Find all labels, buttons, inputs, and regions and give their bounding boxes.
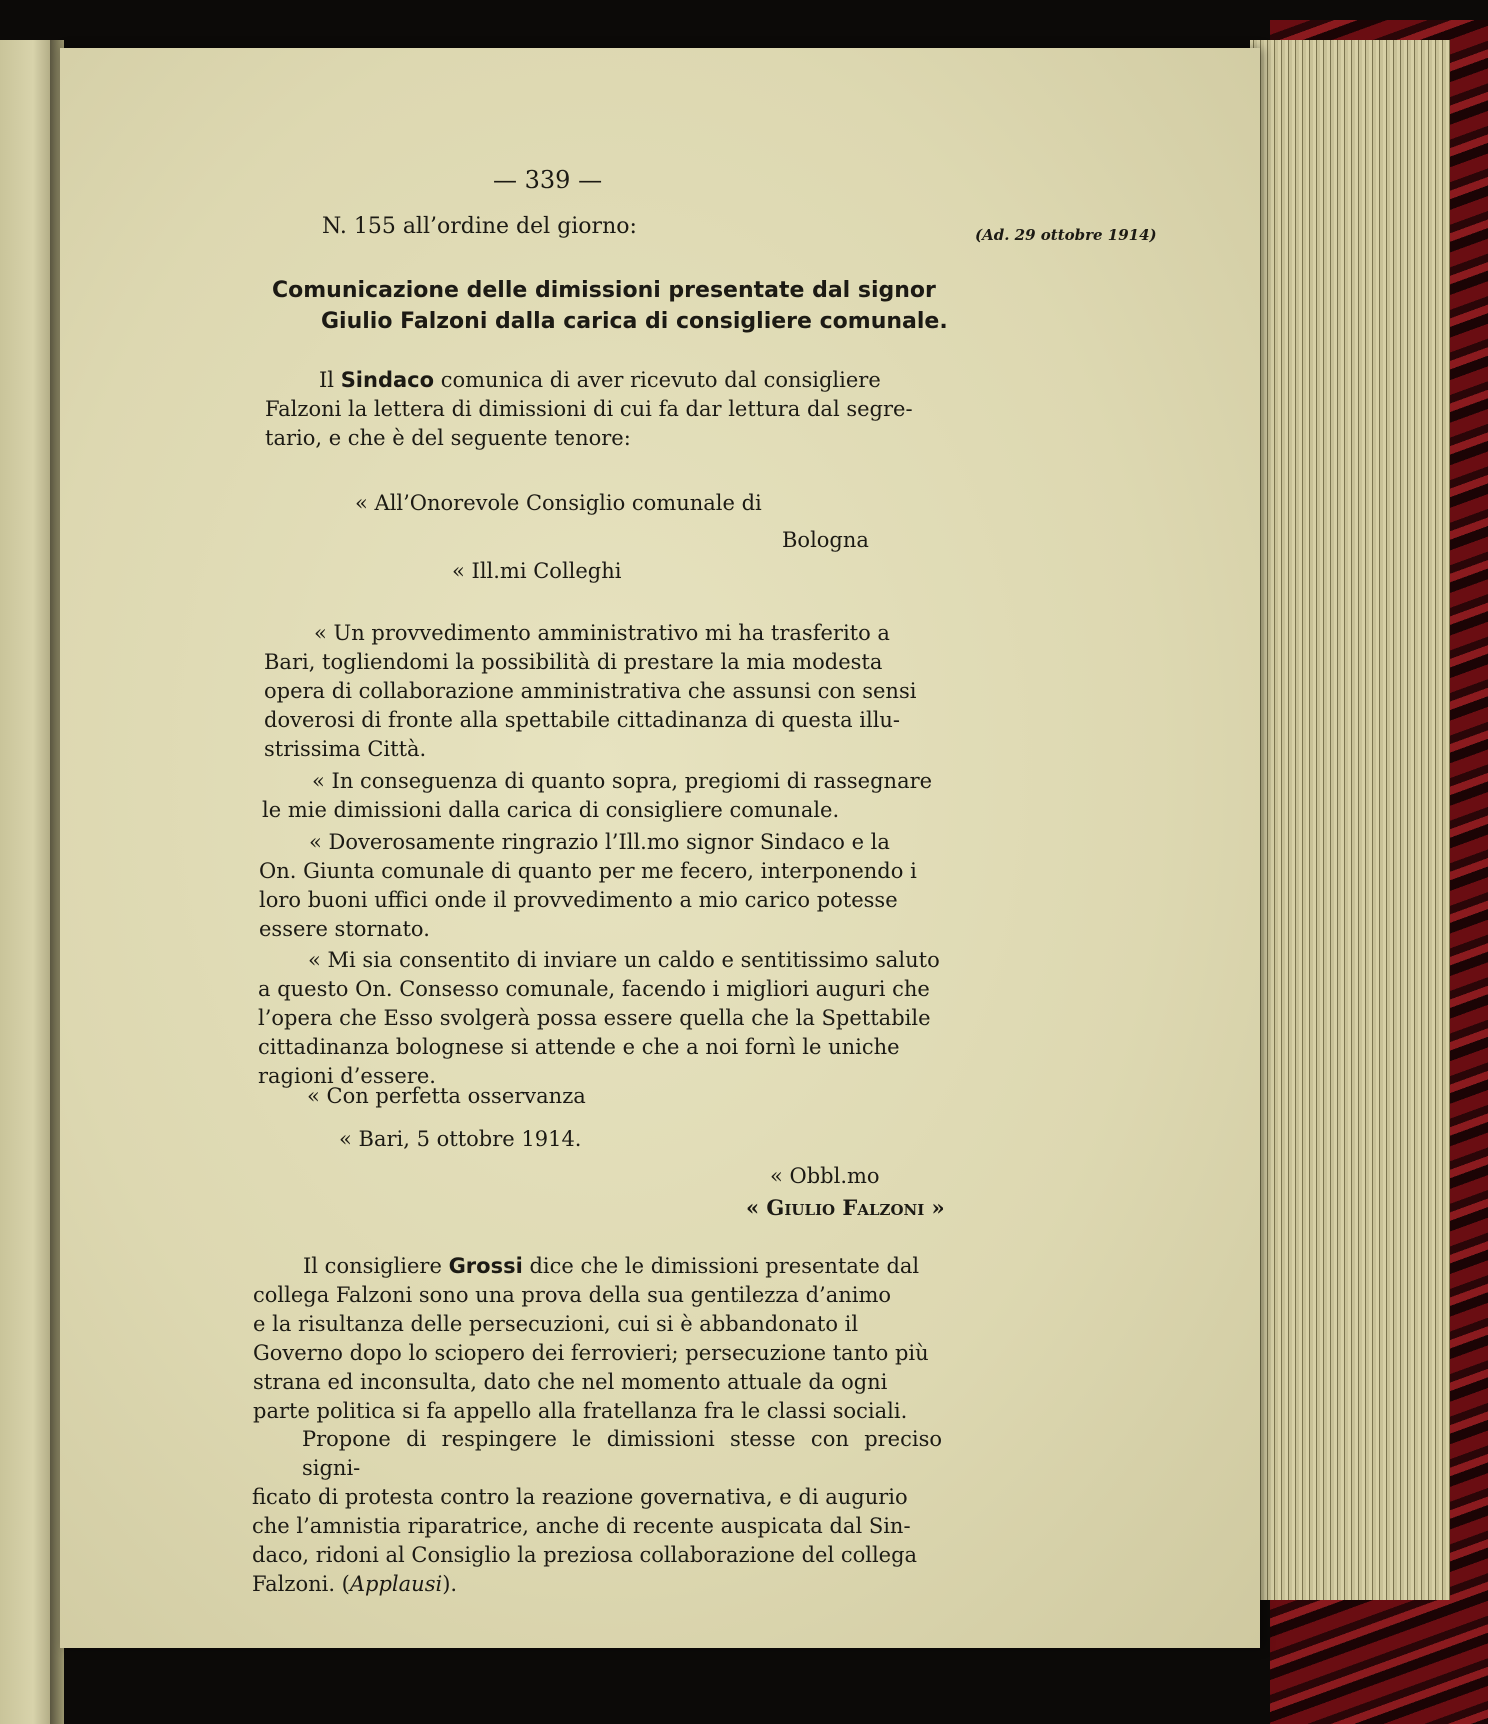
text-line: daco, ridoni al Consiglio la preziosa collaborazione del collega	[252, 1543, 918, 1567]
page-stack-edge	[1250, 40, 1450, 1600]
text-line: cittadinanza bolognese si attende e che a noi fornì le uniche	[258, 1035, 900, 1059]
final-line	[252, 1570, 942, 1599]
letter-paragraph-4	[258, 946, 948, 1091]
final-line-suffix: ).	[442, 1572, 458, 1596]
heading-line-2: Giulio Falzoni dalla carica di consigliere comunale.	[321, 309, 948, 334]
text-line: « Mi sia consentito di inviare un caldo e sentitissimo saluto	[308, 948, 940, 972]
intro-line-3: tario, e che è del seguente tenore:	[265, 426, 631, 450]
speaker-name: Grossi	[448, 1254, 523, 1278]
text-line: e la risultanza delle persecuzioni, cui si è abbandonato il	[253, 1312, 859, 1336]
intro-line-2: Falzoni la lettera di dimissioni di cui fa dar lettura dal segre-	[265, 397, 913, 421]
text-line: strana ed inconsulta, dato che nel momento attuale da ogni	[253, 1370, 888, 1394]
letter-salutation: « Ill.mi Colleghi	[452, 559, 622, 583]
letter-signoff: « Obbl.mo	[770, 1164, 880, 1188]
text-line: ficato di protesta contro la reazione governativa, e di augurio	[252, 1485, 908, 1509]
left-page	[0, 40, 55, 1724]
intro-paragraph	[265, 366, 958, 453]
text-line: doverosi di fronte alla spettabile cittadinanza di questa illu-	[264, 708, 901, 732]
response-paragraph	[253, 1252, 943, 1426]
text-line: parte politica si fa appello alla fratellanza fra le classi sociali.	[253, 1399, 908, 1423]
intro-line-1: comunica di aver ricevuto dal consigliere	[434, 368, 881, 392]
proposal-paragraph	[252, 1425, 942, 1599]
letter-paragraph-1	[264, 619, 954, 764]
letter-place-date: « Bari, 5 ottobre 1914.	[339, 1127, 582, 1151]
heading-line-1: Comunicazione delle dimissioni presentate dal signor	[272, 278, 936, 303]
text-line: « In conseguenza di quanto sopra, pregiomi di rassegnare	[312, 769, 933, 793]
text-line: che l’amnistia riparatrice, anche di recente auspicata dal Sin-	[252, 1514, 911, 1538]
text-line: loro buoni uffici onde il provvedimento a mio carico potesse	[259, 888, 898, 912]
letter-city: Bologna	[782, 528, 869, 552]
text-line: le mie dimissioni dalla carica di consigliere comunale.	[262, 798, 840, 822]
text-line: strissima Città.	[264, 737, 427, 761]
text-line: On. Giunta comunale di quanto per me fecero, interponendo i	[259, 859, 917, 883]
final-line-prefix: Falzoni. (	[252, 1572, 350, 1596]
session-date: (Ad. 29 ottobre 1914)	[975, 226, 1157, 244]
text-line: essere stornato.	[259, 917, 430, 941]
text-line: collega Falzoni sono una prova della sua gentilezza d’animo	[253, 1283, 892, 1307]
text-line: l’opera che Esso svolgerà possa essere quella che la Spettabile	[258, 1006, 931, 1030]
response-prefix: Il consigliere	[303, 1254, 449, 1278]
agenda-item: N. 155 all’ordine del giorno:	[322, 214, 637, 239]
letter-closing: « Con perfetta osservanza	[307, 1084, 586, 1108]
text-line: opera di collaborazione amministrativa che assunsi con sensi	[264, 679, 917, 703]
applause-note: Applausi	[349, 1572, 443, 1596]
text-line: Propone di respingere le dimissioni stesse con preciso signi-	[302, 1427, 942, 1480]
text-line: « Un provvedimento amministrativo mi ha trasferito a	[314, 621, 890, 645]
text-line: Governo dopo lo sciopero dei ferrovieri; persecuzione tanto più	[253, 1341, 929, 1365]
letter-address: « All’Onorevole Consiglio comunale di	[355, 491, 762, 515]
letter-signature: « Giulio Falzoni »	[746, 1195, 945, 1220]
letter-paragraph-2	[262, 767, 952, 825]
text-line: ragioni d’essere.	[258, 1064, 436, 1088]
text-line: Bari, togliendomi la possibilità di prestare la mia modesta	[264, 650, 883, 674]
response-line-1: dice che le dimissioni presentate dal	[522, 1254, 920, 1278]
page-number: — 339 —	[493, 166, 603, 194]
intro-prefix: Il	[319, 368, 341, 392]
text-line: a questo On. Consesso comunale, facendo i migliori auguri che	[258, 977, 930, 1001]
speaker-name: Sindaco	[340, 368, 435, 392]
text-line: « Doverosamente ringrazio l’Ill.mo signor Sindaco e la	[309, 830, 890, 854]
letter-paragraph-3	[259, 828, 951, 944]
